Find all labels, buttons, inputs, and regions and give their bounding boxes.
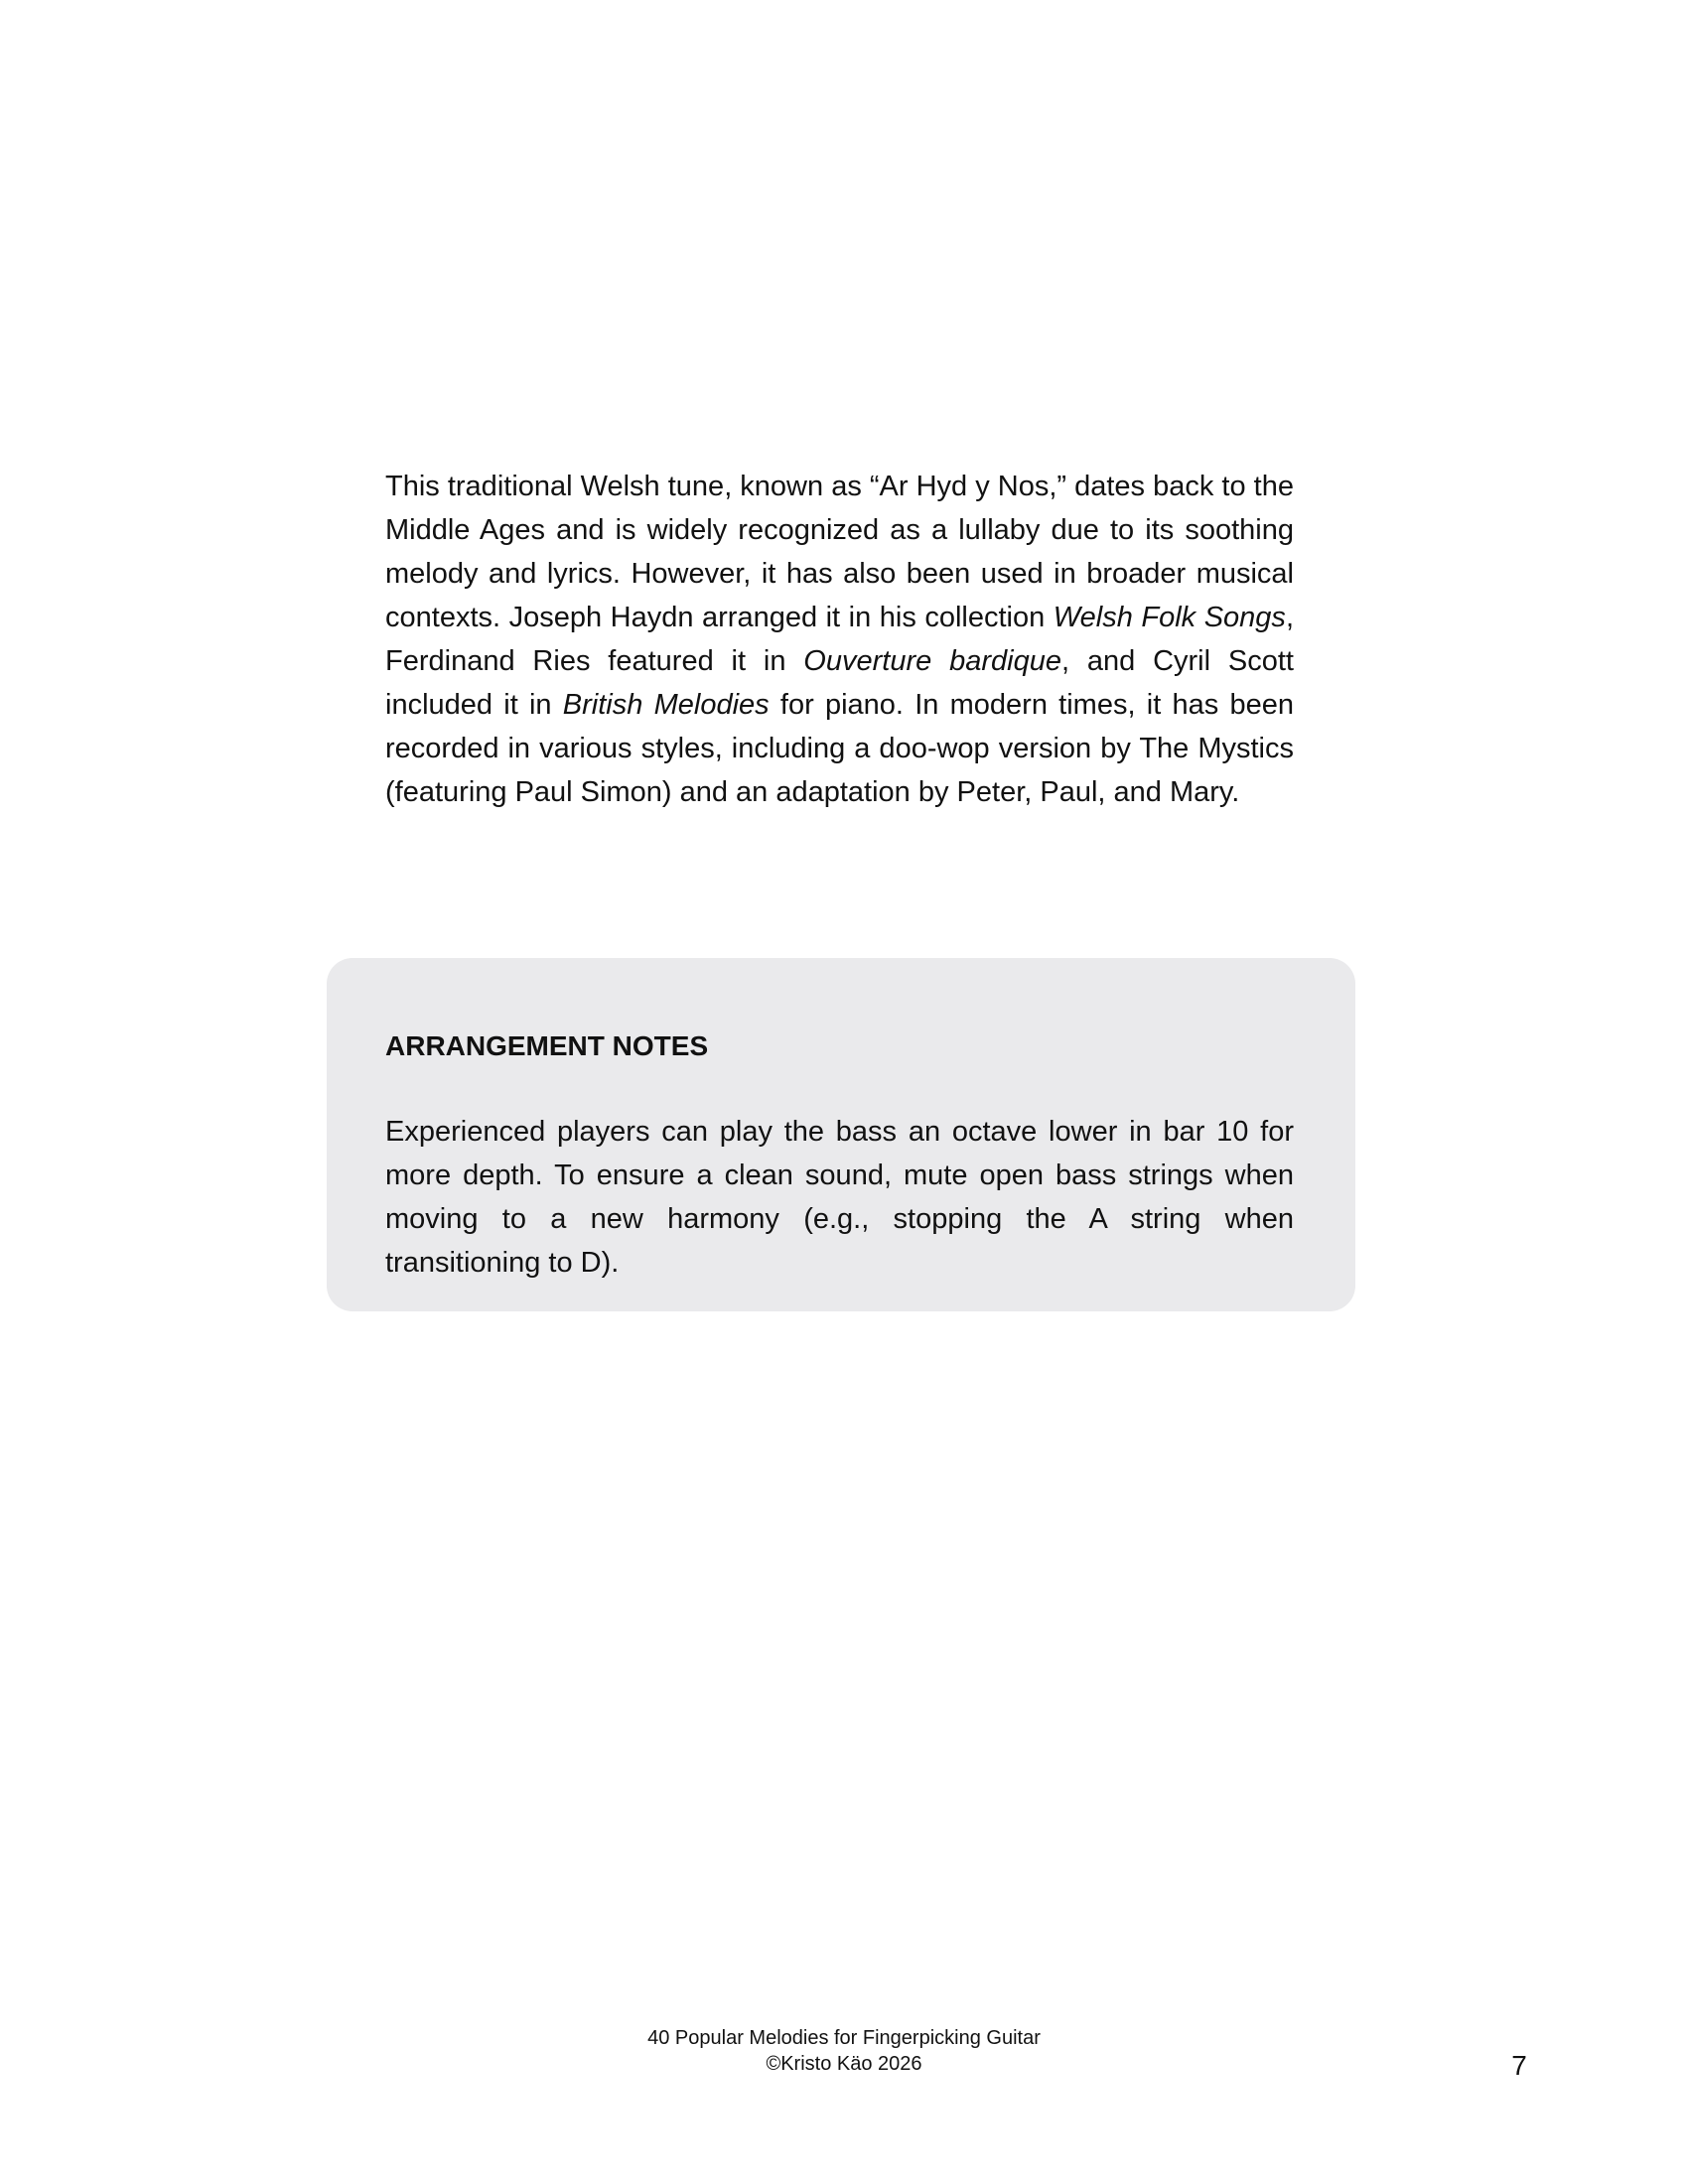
page-number: 7 (1511, 2050, 1527, 2081)
intro-text-4: for piano. In modern times, it has been recorded in various styles, including a doo-wop version by The Mystics (featuring Paul Simon) and an adaptation by Peter, Paul, and Mary. (385, 689, 1294, 808)
intro-title-ouverture-bardique: Ouverture bardique (803, 645, 1061, 677)
page-footer (546, 2025, 1142, 2077)
arrangement-notes-heading: ARRANGEMENT NOTES (385, 1030, 709, 1061)
intro-paragraph (385, 465, 1294, 814)
intro-text-2: , Ferdinand Ries featured it in (385, 602, 1294, 677)
footer-book-title: 40 Popular Melodies for Fingerpicking Guitar (647, 2027, 1041, 2049)
footer-copyright: ©Kristo Käo 2026 (766, 2053, 922, 2075)
arrangement-notes-body: Experienced players can play the bass an octave lower in bar 10 for more depth. To ensure a clean sound, mute open bass strings when moving to a new harmony (e.g., stopping the A string when transitioning to D). (385, 1116, 1294, 1279)
intro-text-3: , and Cyril Scott included it in (385, 645, 1294, 721)
intro-text-1: This traditional Welsh tune, known as “Ar Hyd y Nos,” dates back to the Middle Ages and is widely recognized as a lullaby due to its soothing melody and lyrics. However, it has also been used in broader musical contexts. Joseph Haydn arranged it in his collection (385, 471, 1294, 633)
intro-title-british-melodies: British Melodies (562, 689, 770, 721)
intro-title-welsh-folk-songs: Welsh Folk Songs (1053, 602, 1286, 633)
arrangement-notes-box (327, 958, 1355, 1311)
